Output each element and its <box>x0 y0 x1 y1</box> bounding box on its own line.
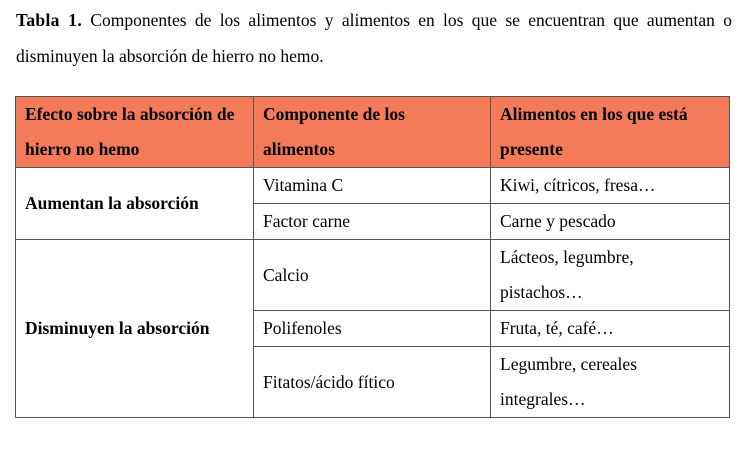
foods-cell: Kiwi, cítricos, fresa… <box>491 168 730 204</box>
component-cell: Factor carne <box>254 204 491 240</box>
foods-cell: Carne y pescado <box>491 204 730 240</box>
component-cell: Calcio <box>254 240 491 311</box>
effect-cell-decrease: Disminuyen la absorción <box>16 240 254 418</box>
component-cell: Vitamina C <box>254 168 491 204</box>
table-row <box>16 168 730 204</box>
table-caption <box>16 2 732 74</box>
caption-text: Componentes de los alimentos y alimentos en los que se encuentran que aumentan o disminuyen la absorción de hierro no hemo. <box>16 10 732 66</box>
foods-cell: Lácteos, legumbre, pistachos… <box>491 240 730 311</box>
foods-cell: Fruta, té, café… <box>491 311 730 347</box>
caption-label: Tabla 1. <box>16 10 82 30</box>
foods-cell: Legumbre, cereales integrales… <box>491 347 730 418</box>
header-effect: Efecto sobre la absorción de hierro no hemo <box>16 97 254 168</box>
header-foods: Alimentos en los que está presente <box>491 97 730 168</box>
table-header-row <box>16 97 730 168</box>
component-cell: Polifenoles <box>254 311 491 347</box>
header-component: Componente de los alimentos <box>254 97 491 168</box>
effect-cell-increase: Aumentan la absorción <box>16 168 254 240</box>
component-cell: Fitatos/ácido fítico <box>254 347 491 418</box>
iron-absorption-table <box>15 96 730 418</box>
table-row <box>16 240 730 311</box>
